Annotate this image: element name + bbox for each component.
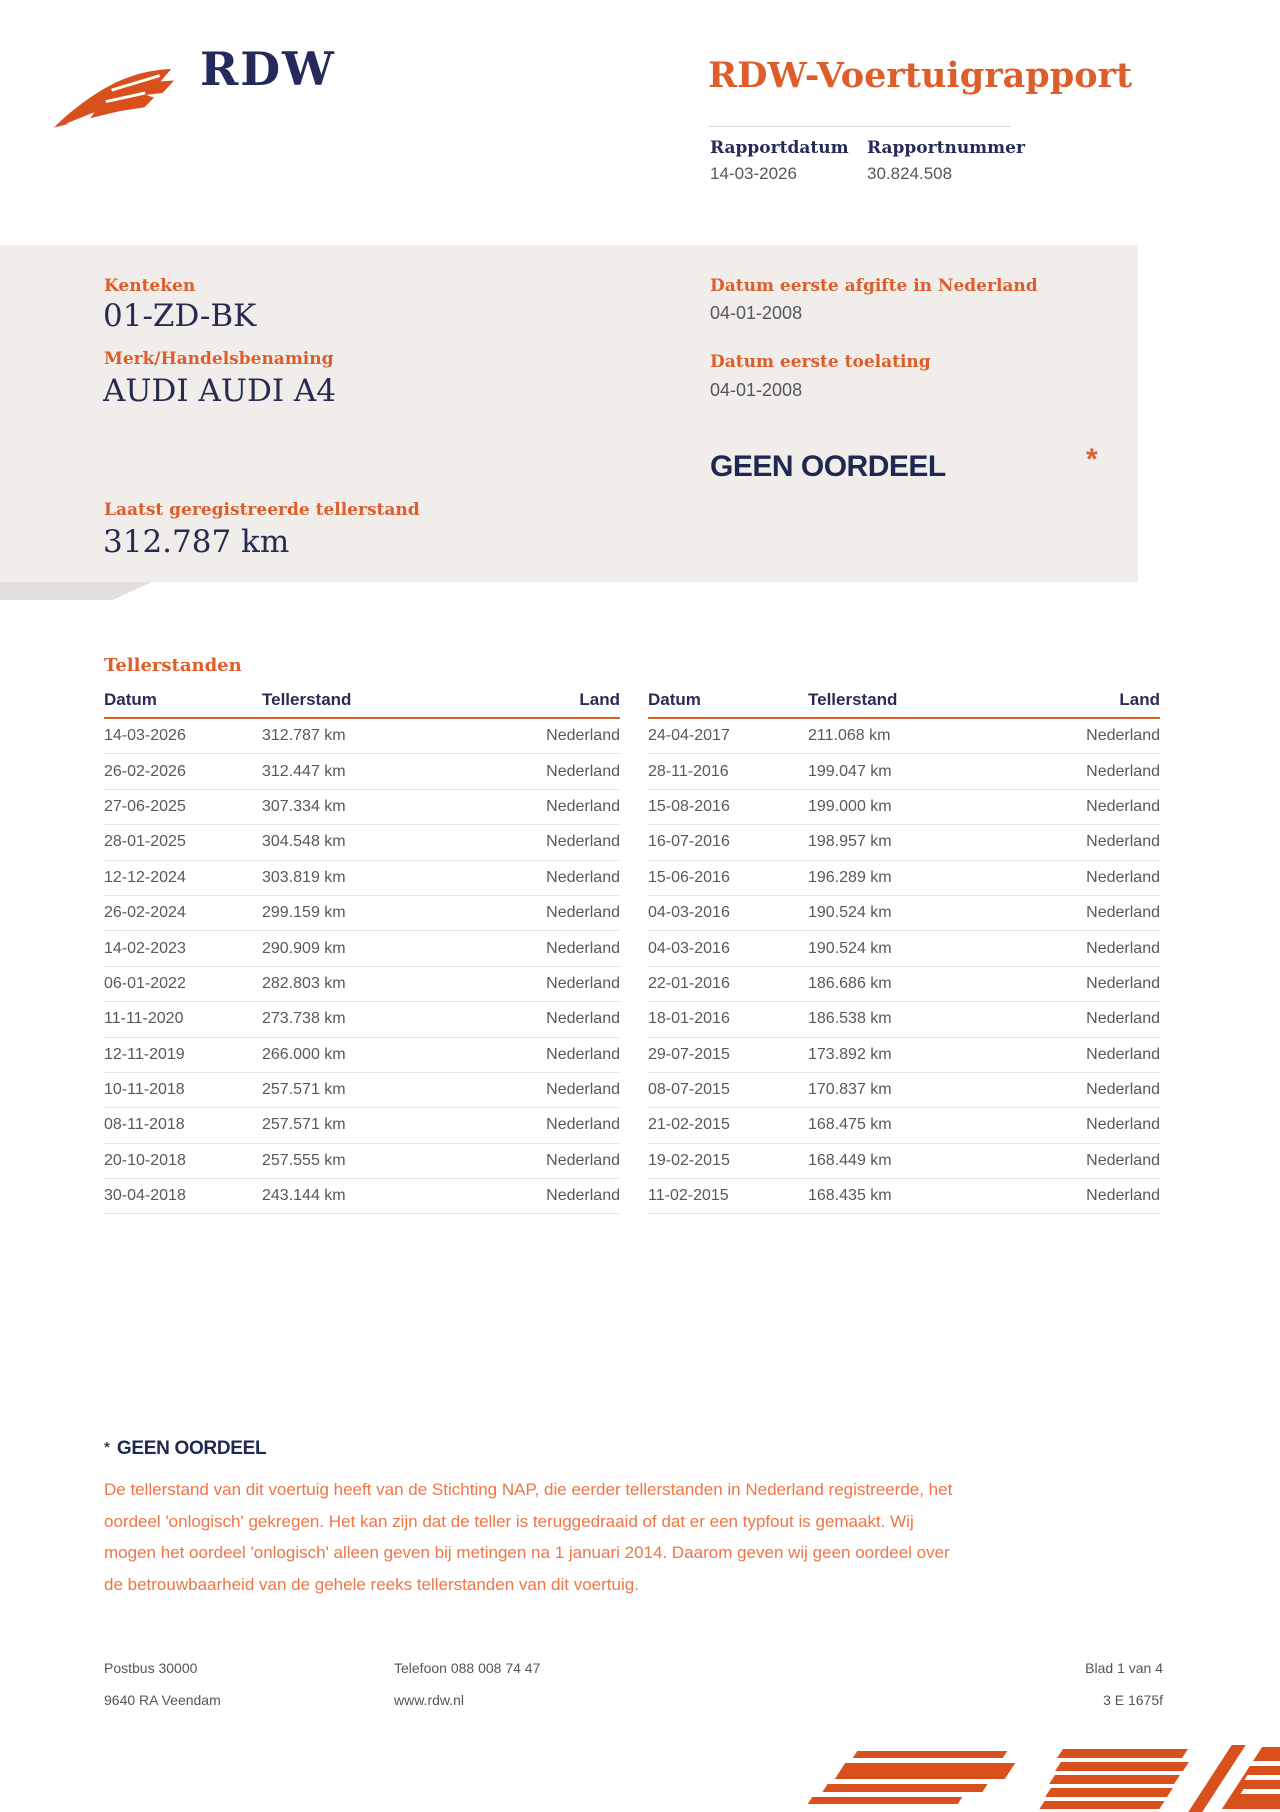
cell-tellerstand: 307.334 km	[262, 797, 346, 815]
cell-datum: 06-01-2022	[104, 974, 186, 992]
rdw-logo-text: RDW	[200, 42, 336, 96]
cell-tellerstand: 170.837 km	[808, 1081, 892, 1099]
table-row	[104, 931, 620, 966]
oordeel-asterisk: *	[1086, 443, 1098, 476]
footnote-heading	[104, 1438, 1124, 1460]
cell-datum: 14-03-2026	[104, 727, 186, 745]
footnote-paragraph	[104, 1474, 1124, 1600]
cell-land: Nederland	[1086, 1045, 1160, 1063]
table-row	[648, 1144, 1160, 1179]
cell-datum: 24-04-2017	[648, 727, 730, 745]
cell-tellerstand: 173.892 km	[808, 1045, 892, 1063]
cell-land: Nederland	[546, 939, 620, 957]
summary-panel-corner-tab	[0, 582, 152, 600]
cell-tellerstand: 199.000 km	[808, 797, 892, 815]
cell-tellerstand: 299.159 km	[262, 904, 346, 922]
eerste-toelating-value: 04-01-2008	[710, 380, 803, 400]
cell-datum: 26-02-2024	[104, 904, 186, 922]
merk-label: Merk/Handelsbenaming	[104, 349, 334, 369]
cell-tellerstand: 168.475 km	[808, 1116, 892, 1134]
cell-tellerstand: 290.909 km	[262, 939, 346, 957]
cell-datum: 11-02-2015	[648, 1187, 729, 1205]
column-header-tellerstand: Tellerstand	[808, 690, 898, 709]
cell-datum: 19-02-2015	[648, 1151, 730, 1169]
cell-datum: 12-12-2024	[104, 868, 186, 886]
footnote-line: de betrouwbaarheid van de gehele reeks tellerstanden van dit voertuig.	[104, 1574, 639, 1594]
tellerstand-value: 312.787 km	[103, 524, 290, 560]
cell-tellerstand: 304.548 km	[262, 833, 346, 851]
kenteken-value: 01-ZD-BK	[103, 298, 257, 334]
cell-land: Nederland	[1086, 762, 1160, 780]
page-title: RDW-Voertuigrapport	[708, 55, 1133, 96]
table-row	[104, 967, 620, 1002]
cell-land: Nederland	[1086, 1187, 1160, 1205]
cell-datum: 18-01-2016	[648, 1010, 730, 1028]
table-row	[648, 967, 1160, 1002]
footnote-title: GEEN OORDEEL	[116, 1438, 267, 1459]
cell-land: Nederland	[546, 727, 620, 745]
cell-tellerstand: 168.449 km	[808, 1151, 892, 1169]
merk-value: AUDI AUDI A4	[103, 373, 337, 409]
cell-tellerstand: 211.068 km	[808, 727, 891, 745]
table-rows-left	[104, 719, 620, 1214]
cell-land: Nederland	[546, 904, 620, 922]
cell-datum: 12-11-2019	[104, 1045, 185, 1063]
footer-city: 9640 RA Veendam	[104, 1692, 221, 1708]
cell-datum: 27-06-2025	[104, 797, 186, 815]
table-row	[648, 1073, 1160, 1108]
table-row	[104, 896, 620, 931]
column-header-tellerstand: Tellerstand	[262, 690, 352, 709]
kenteken-label: Kenteken	[104, 276, 196, 296]
title-divider	[708, 126, 1011, 127]
cell-datum: 30-04-2018	[104, 1187, 186, 1205]
table-row	[648, 1002, 1160, 1037]
cell-datum: 08-11-2018	[104, 1116, 185, 1134]
cell-tellerstand: 168.435 km	[808, 1187, 892, 1205]
cell-land: Nederland	[546, 1151, 620, 1169]
cell-land: Nederland	[546, 833, 620, 851]
footnote-section	[104, 1438, 1124, 1600]
cell-land: Nederland	[1086, 1010, 1160, 1028]
cell-datum: 15-06-2016	[648, 868, 730, 886]
report-number-value: 30.824.508	[867, 164, 953, 183]
report-date-value: 14-03-2026	[710, 164, 797, 183]
table-row	[104, 1073, 620, 1108]
cell-tellerstand: 312.447 km	[262, 762, 346, 780]
table-row	[104, 719, 620, 754]
footer-phone: Telefoon 088 008 74 47	[394, 1660, 541, 1676]
cell-land: Nederland	[546, 1116, 620, 1134]
table-row	[648, 861, 1160, 896]
cell-tellerstand: 186.538 km	[808, 1010, 892, 1028]
cell-tellerstand: 199.047 km	[808, 762, 892, 780]
table-row	[104, 1002, 620, 1037]
oordeel-verdict: GEEN OORDEEL	[710, 450, 946, 483]
cell-land: Nederland	[1086, 727, 1160, 745]
table-row	[648, 896, 1160, 931]
eerste-afgifte-value: 04-01-2008	[710, 303, 803, 323]
cell-land: Nederland	[1086, 1116, 1160, 1134]
cell-land: Nederland	[546, 797, 620, 815]
cell-datum: 26-02-2026	[104, 762, 186, 780]
cell-datum: 20-10-2018	[104, 1151, 186, 1169]
cell-tellerstand: 196.289 km	[808, 868, 892, 886]
cell-tellerstand: 198.957 km	[808, 833, 892, 851]
table-row	[104, 825, 620, 860]
table-title: Tellerstanden	[104, 655, 242, 676]
table-row	[648, 1038, 1160, 1073]
footer-postbus: Postbus 30000	[104, 1660, 198, 1676]
cell-datum: 04-03-2016	[648, 939, 730, 957]
table-row	[648, 825, 1160, 860]
footnote-asterisk: *	[104, 1439, 110, 1456]
cell-land: Nederland	[546, 868, 620, 886]
cell-land: Nederland	[546, 974, 620, 992]
cell-datum: 14-02-2023	[104, 939, 186, 957]
cell-land: Nederland	[546, 762, 620, 780]
cell-land: Nederland	[1086, 1081, 1160, 1099]
cell-tellerstand: 190.524 km	[808, 904, 892, 922]
footnote-line: oordeel 'onlogisch' gekregen. Het kan zijn dat de teller is teruggedraaid of dat er een typfout is gemaakt. Wij	[104, 1511, 914, 1531]
column-header-land: Land	[1119, 690, 1160, 709]
tellerstand-label: Laatst geregistreerde tellerstand	[104, 500, 420, 520]
cell-tellerstand: 303.819 km	[262, 868, 346, 886]
cell-tellerstand: 257.555 km	[262, 1151, 346, 1169]
cell-land: Nederland	[1086, 868, 1160, 886]
cell-tellerstand: 312.787 km	[262, 727, 346, 745]
column-header-datum: Datum	[104, 690, 157, 709]
column-header-datum: Datum	[648, 690, 701, 709]
report-date-label: Rapportdatum	[710, 138, 849, 158]
footer-website: www.rdw.nl	[394, 1692, 465, 1708]
footer-wing-graphic-icon	[690, 1745, 1280, 1812]
table-row	[104, 1038, 620, 1073]
column-header-land: Land	[579, 690, 620, 709]
cell-datum: 21-02-2015	[648, 1116, 730, 1134]
eerste-afgifte-label: Datum eerste afgifte in Nederland	[710, 276, 1038, 296]
cell-land: Nederland	[1086, 797, 1160, 815]
cell-land: Nederland	[1086, 939, 1160, 957]
table-row	[648, 754, 1160, 789]
cell-datum: 29-07-2015	[648, 1045, 730, 1063]
eerste-toelating-label: Datum eerste toelating	[710, 352, 931, 372]
report-number-label: Rapportnummer	[867, 138, 1025, 158]
table-row	[104, 1144, 620, 1179]
table-row	[648, 1179, 1160, 1214]
table-row	[104, 790, 620, 825]
cell-datum: 15-08-2016	[648, 797, 730, 815]
cell-land: Nederland	[1086, 974, 1160, 992]
table-row	[648, 1108, 1160, 1143]
cell-tellerstand: 266.000 km	[262, 1045, 346, 1063]
cell-datum: 28-01-2025	[104, 833, 186, 851]
cell-datum: 11-11-2020	[104, 1010, 184, 1028]
table-header-row	[104, 690, 620, 719]
cell-tellerstand: 186.686 km	[808, 974, 892, 992]
cell-tellerstand: 257.571 km	[262, 1116, 346, 1134]
cell-datum: 16-07-2016	[648, 833, 730, 851]
footnote-line: mogen het oordeel 'onlogisch' alleen geven bij metingen na 1 januari 2014. Daarom geven wij geen oordeel over	[104, 1543, 950, 1562]
cell-datum: 28-11-2016	[648, 762, 729, 780]
cell-datum: 08-07-2015	[648, 1081, 730, 1099]
table-row	[648, 790, 1160, 825]
cell-tellerstand: 273.738 km	[262, 1010, 346, 1028]
cell-datum: 04-03-2016	[648, 904, 730, 922]
cell-datum: 22-01-2016	[648, 974, 730, 992]
cell-land: Nederland	[1086, 1151, 1160, 1169]
cell-land: Nederland	[546, 1010, 620, 1028]
cell-datum: 10-11-2018	[104, 1081, 185, 1099]
cell-tellerstand: 257.571 km	[262, 1081, 346, 1099]
cell-tellerstand: 282.803 km	[262, 974, 346, 992]
table-row	[648, 719, 1160, 754]
table-row	[104, 1179, 620, 1214]
cell-land: Nederland	[546, 1187, 620, 1205]
table-header-row	[648, 690, 1160, 719]
table-row	[104, 754, 620, 789]
footer-page-indicator: Blad 1 van 4	[1085, 1660, 1163, 1676]
cell-tellerstand: 190.524 km	[808, 939, 892, 957]
table-row	[648, 931, 1160, 966]
cell-land: Nederland	[546, 1081, 620, 1099]
odometer-table-left	[104, 690, 620, 1214]
cell-land: Nederland	[1086, 904, 1160, 922]
table-row	[104, 1108, 620, 1143]
table-row	[104, 861, 620, 896]
footnote-line: De tellerstand van dit voertuig heeft van de Stichting NAP, die eerder tellerstanden in Nederland registreerde, het	[104, 1480, 953, 1499]
rdw-wing-logo-icon	[52, 52, 177, 132]
odometer-table-right	[648, 690, 1160, 1214]
cell-land: Nederland	[1086, 833, 1160, 851]
table-rows-right	[648, 719, 1160, 1214]
cell-land: Nederland	[546, 1045, 620, 1063]
footer-form-code: 3 E 1675f	[1103, 1692, 1163, 1708]
cell-tellerstand: 243.144 km	[262, 1187, 346, 1205]
